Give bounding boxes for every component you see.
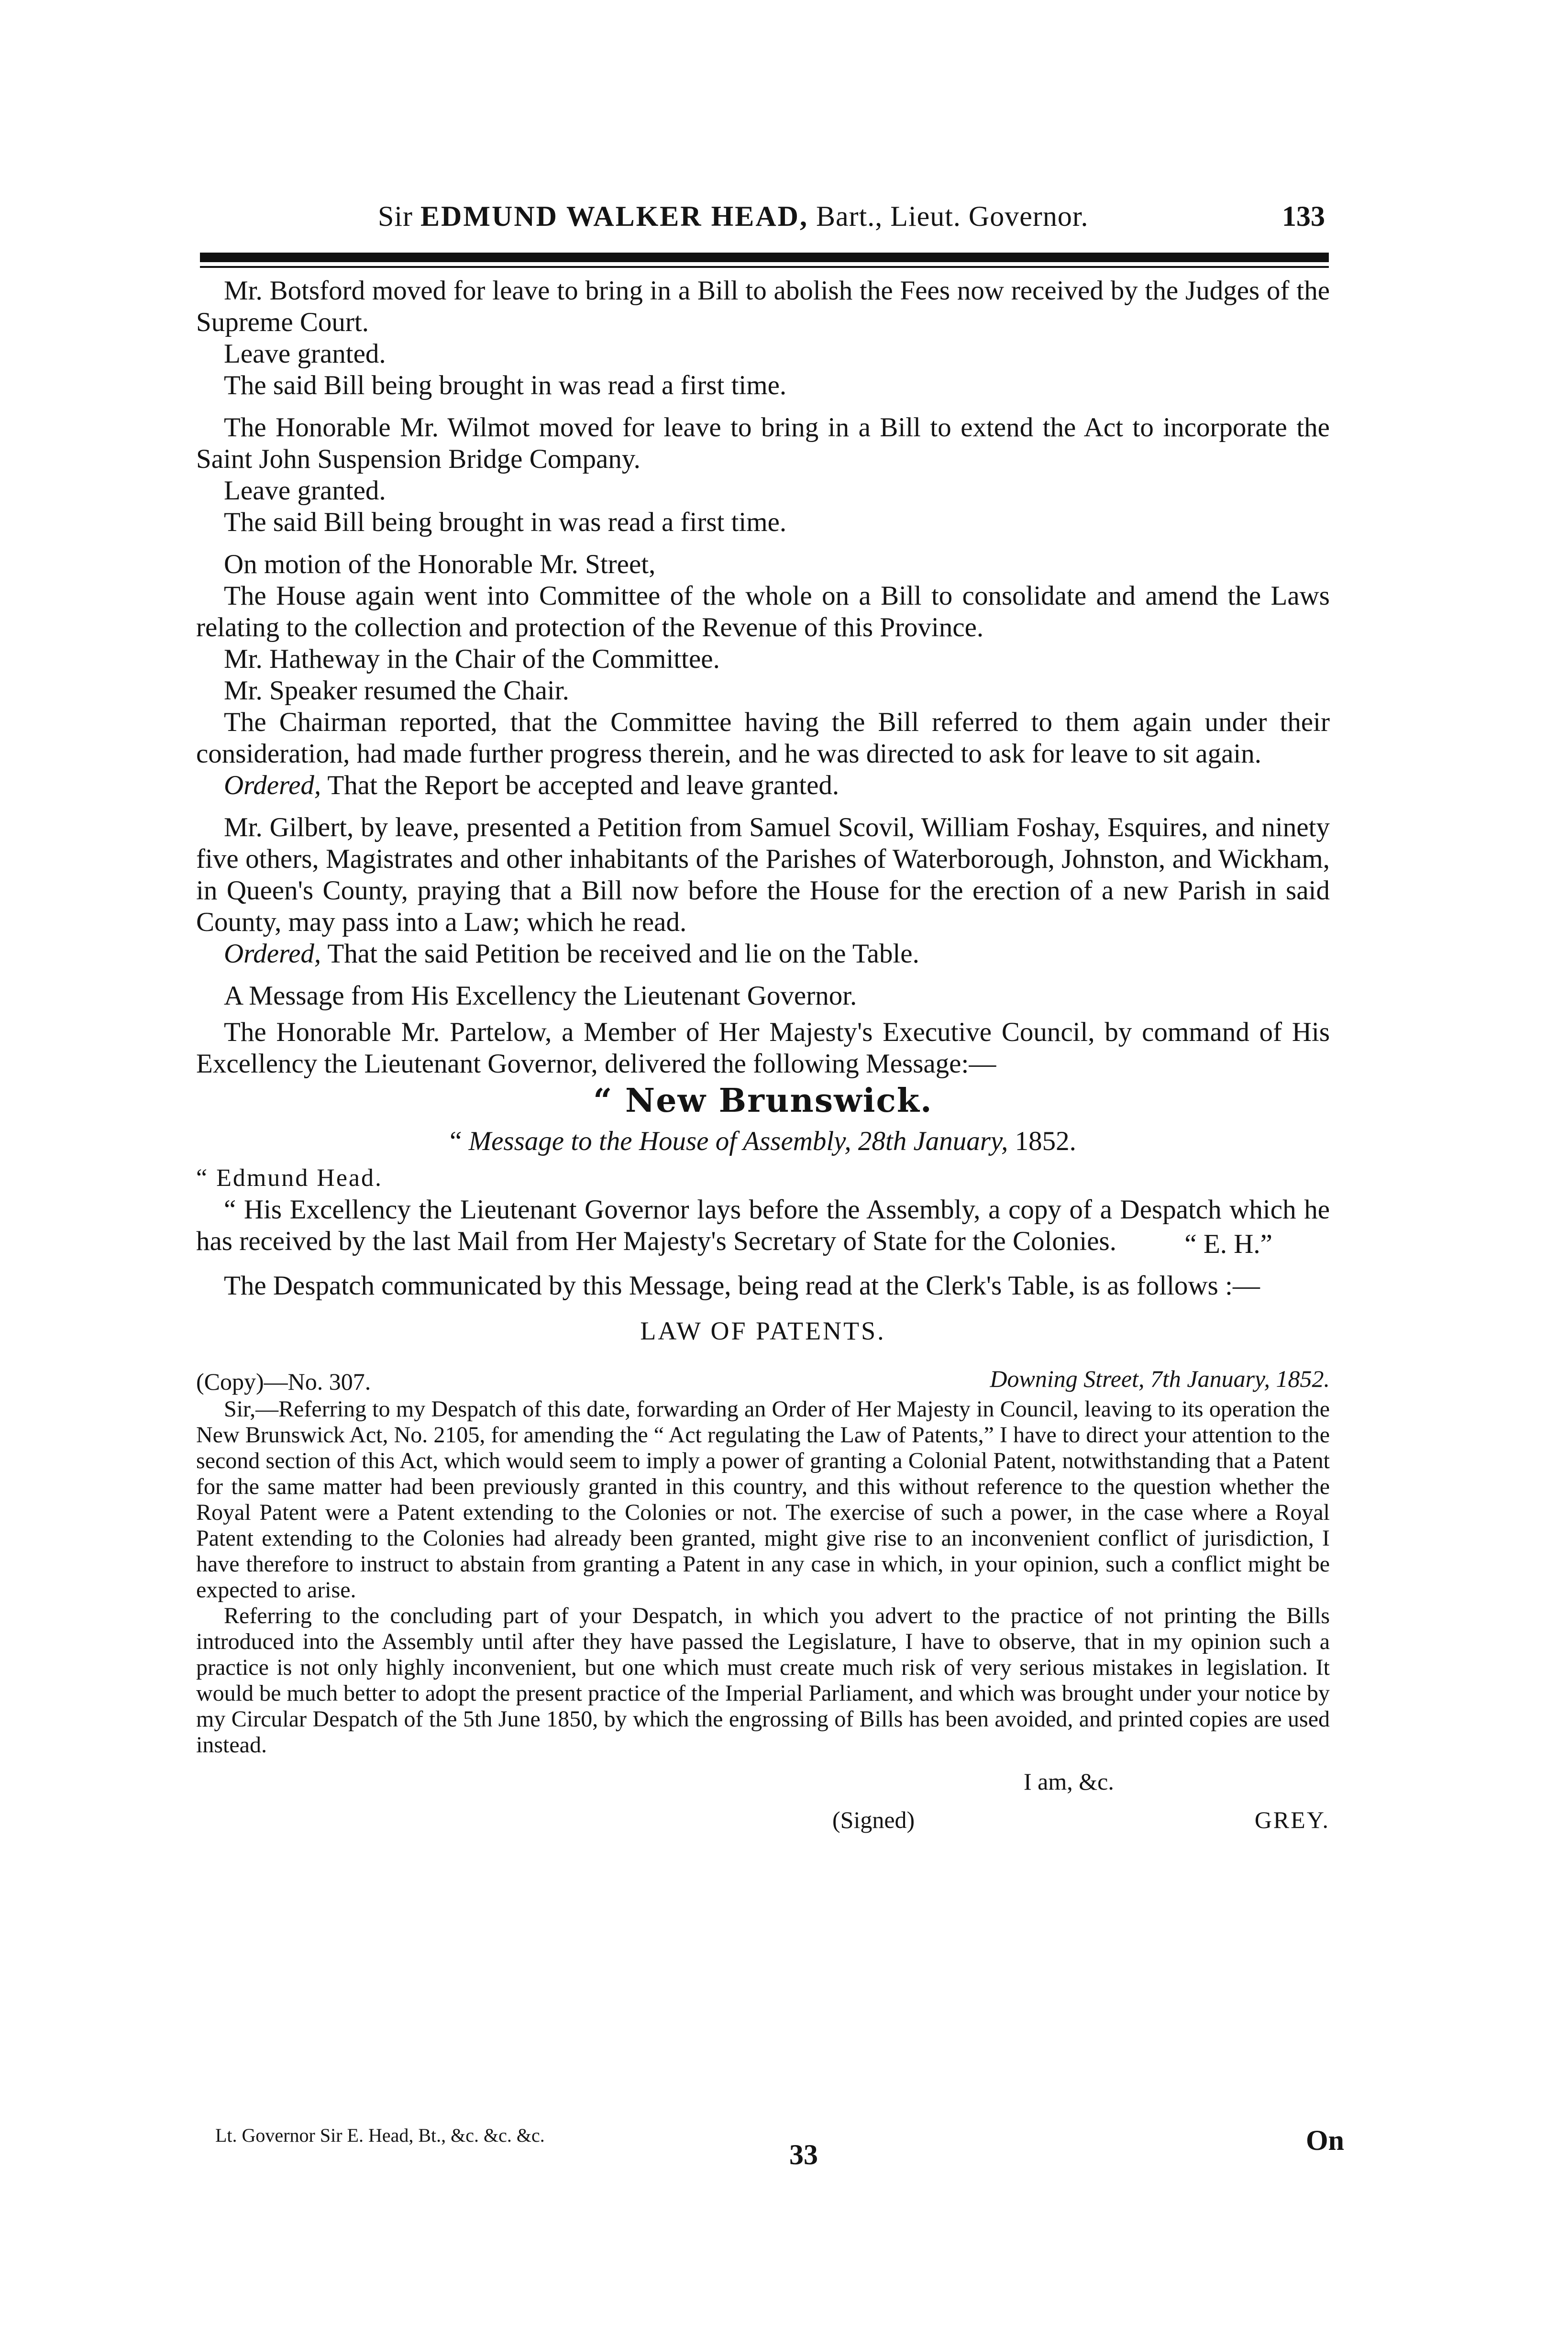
catchword: On xyxy=(1306,2125,1345,2156)
dateline-quote: “ xyxy=(450,1126,469,1156)
closing-formula: I am, &c. xyxy=(1024,1768,1114,1795)
paragraph: Mr. Speaker resumed the Chair. xyxy=(224,675,569,706)
signed-label: (Signed) xyxy=(832,1806,915,1833)
page-body xyxy=(196,275,1330,1839)
paragraph: The Honorable Mr. Wilmot moved for leave to bring in a Bill to extend the Act to incorporate the Saint John Suspension Bridge Company. xyxy=(196,412,1330,474)
message-from: “ Edmund Head. xyxy=(196,1164,383,1192)
message-dateline xyxy=(196,1126,1330,1157)
header-rule-thin xyxy=(200,266,1329,268)
addressee-line: Lt. Governor Sir E. Head, Bt., &c. &c. &c. xyxy=(215,2125,545,2146)
dateline-year: 1852. xyxy=(1008,1126,1076,1156)
signatory: GREY. xyxy=(1254,1806,1330,1833)
ordered-label: Ordered, xyxy=(224,770,321,800)
message-body: “ His Excellency the Lieutenant Governor lays before the Assembly, a copy of a Despatch which he has received by the last Mail from Her Majesty's Secretary of State for the Colonies. xyxy=(196,1195,1330,1256)
despatch-paragraph: Referring to the concluding part of your Despatch, in which you advert to the practice of not printing the Bills introduced into the Assembly until after they have passed the Legislature, I have to observe, that in my opinion such a practice is not only highly inconvenient, but one which must create much risk of very serious mistakes in legislation. It would be much better to adopt the present practice of the Imperial Parliament, and which was brought under your notice by my Circular Despatch of the 5th June 1850, by which the engrossing of Bills has been avoided, and printed copies are used instead. xyxy=(196,1603,1330,1758)
paragraph: The House again went into Committee of the whole on a Bill to consolidate and amend the Laws relating to the collection and protection of the Revenue of this Province. xyxy=(196,581,1330,642)
despatch-title: LAW OF PATENTS. xyxy=(640,1317,886,1345)
paragraph: On motion of the Honorable Mr. Street, xyxy=(224,549,656,579)
ordered-paragraph xyxy=(196,938,1330,970)
running-header xyxy=(364,200,1330,243)
header-title-name: EDMUND WALKER HEAD, xyxy=(420,200,808,232)
despatch-reference xyxy=(196,1365,1330,1396)
paragraph: Leave granted. xyxy=(224,339,386,369)
header-title-prefix: Sir xyxy=(378,200,421,232)
copy-reference: (Copy)—No. 307. xyxy=(196,1368,371,1395)
place-date: Downing Street, 7th January, 1852. xyxy=(990,1365,1330,1392)
paragraph: Leave granted. xyxy=(224,476,386,506)
ordered-text: That the said Petition be received and lie on the Table. xyxy=(321,939,919,969)
paragraph: A Message from His Excellency the Lieutenant Governor. xyxy=(224,981,857,1011)
ordered-paragraph xyxy=(196,770,1330,801)
message-initials: “ E. H.” xyxy=(1184,1229,1272,1259)
header-title-suffix: Bart., Lieut. Governor. xyxy=(808,200,1089,232)
paragraph: Mr. Hatheway in the Chair of the Committee. xyxy=(224,644,720,674)
header-title xyxy=(378,200,1089,233)
header-rule xyxy=(200,253,1329,262)
dateline-date: 28th January, xyxy=(851,1126,1008,1156)
message-heading: “ New Brunswick. xyxy=(593,1082,933,1120)
page-number: 133 xyxy=(1282,200,1325,232)
paragraph: The Honorable Mr. Partelow, a Member of Her Majesty's Executive Council, by command of His Excellency the Lieutenant Governor, delivered the following Message:— xyxy=(196,1017,1330,1079)
signature-mark: 33 xyxy=(789,2139,818,2170)
paragraph: The Despatch communicated by this Message, being read at the Clerk's Table, is as follows :— xyxy=(224,1271,1260,1301)
paragraph: The Chairman reported, that the Committee having the Bill referred to them again under their consideration, had made further progress therein, and he was directed to ask for leave to sit again. xyxy=(196,707,1330,769)
paragraph: The said Bill being brought in was read a first time. xyxy=(224,507,787,537)
ordered-text: That the Report be accepted and leave granted. xyxy=(321,770,839,800)
despatch-paragraph: Sir,—Referring to my Despatch of this date, forwarding an Order of Her Majesty in Council, leaving to its operation the New Brunswick Act, No. 2105, for amending the “ Act regulating the Law of Patents,” I have to direct your attention to the second section of this Act, which would seem to imply a power of granting a Colonial Patent, notwithstanding that a Patent for the same matter had been previously granted in this country, and this without reference to the question whether the Royal Patent were a Patent extending to the Colonies or not. The exercise of such a power, in the case where a Royal Patent extending to the Colonies had already been granted, might give rise to an inconvenient conflict of jurisdiction, I have therefore to instruct to abstain from granting a Patent in any case in which, in your opinion, such a conflict might be expected to arise. xyxy=(196,1396,1330,1603)
despatch-closing xyxy=(196,1758,1330,1839)
paragraph: Mr. Botsford moved for leave to bring in a Bill to abolish the Fees now received by the Judges of the Supreme Court. xyxy=(196,276,1330,337)
dateline-title: Message to the House of Assembly, xyxy=(468,1126,851,1156)
ordered-label: Ordered, xyxy=(224,939,321,969)
paragraph: The said Bill being brought in was read a first time. xyxy=(224,370,787,400)
paragraph: Mr. Gilbert, by leave, presented a Petition from Samuel Scovil, William Foshay, Esquires, and ninety five others, Magistrates and other inhabitants of the Parishes of Waterborough, Johnston, and Wickham, in Queen's County, praying that a Bill now before the House for the erection of a new Parish in said County, may pass into a Law; which he read. xyxy=(196,812,1330,937)
